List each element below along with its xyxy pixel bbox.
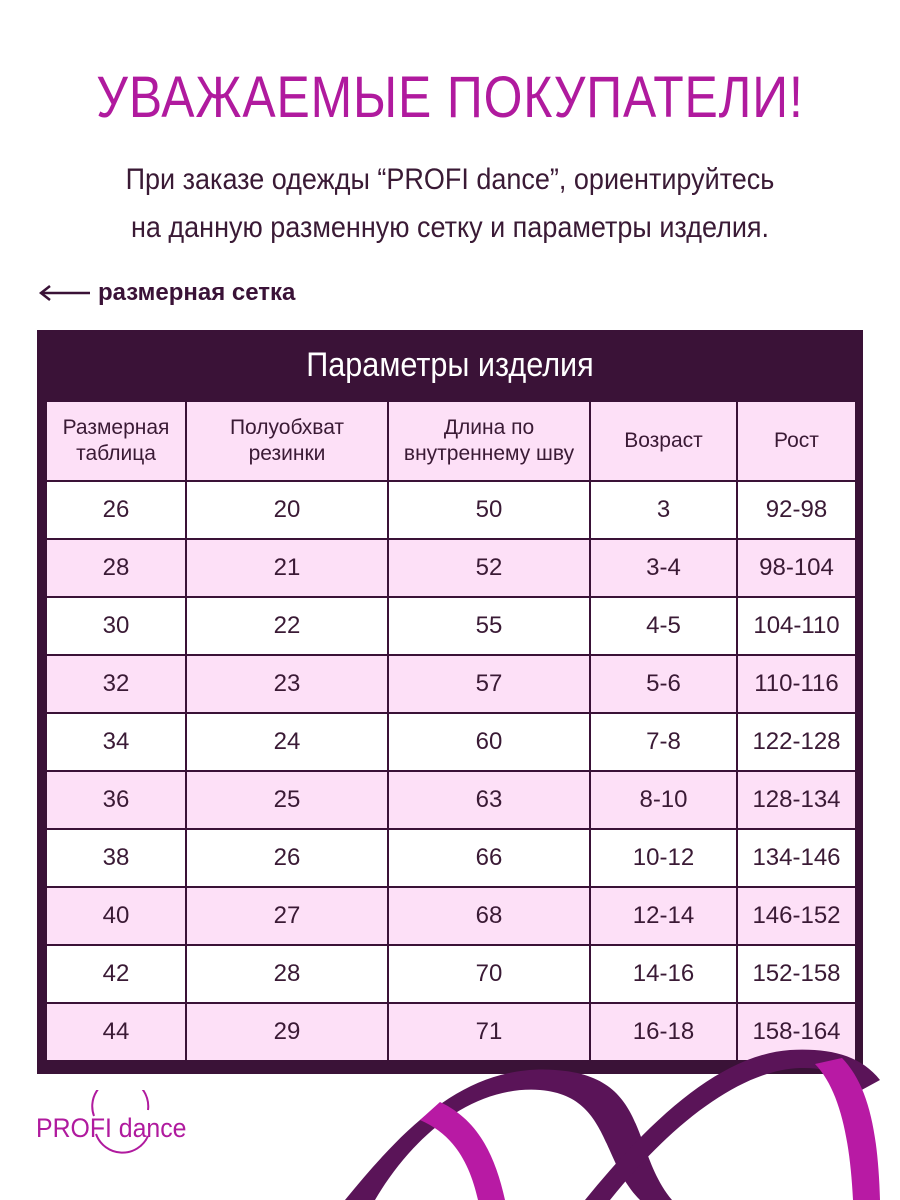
page-heading: УВАЖАЕМЫЕ ПОКУПАТЕЛИ! [96, 65, 804, 130]
table-row [46, 945, 856, 1003]
table-row [46, 771, 856, 829]
table-row [46, 1003, 856, 1061]
table-cell: 7-8 [590, 713, 737, 771]
table-cell: 29 [186, 1003, 388, 1061]
table-row [46, 829, 856, 887]
table-cell: 4-5 [590, 597, 737, 655]
table-cell: 55 [388, 597, 590, 655]
table-cell: 38 [46, 829, 186, 887]
table-cell: 5-6 [590, 655, 737, 713]
table-cell: 152-158 [737, 945, 856, 1003]
table-cell: 60 [388, 713, 590, 771]
table-cell: 146-152 [737, 887, 856, 945]
intro-line-1: При заказе одежды “PROFI dance”, ориентируйтесь [125, 163, 775, 196]
table-row [46, 655, 856, 713]
table-cell: 122-128 [737, 713, 856, 771]
table-cell: 12-14 [590, 887, 737, 945]
table-cell: 128-134 [737, 771, 856, 829]
table-cell: 66 [388, 829, 590, 887]
column-header-1 [46, 401, 186, 481]
column-header-5 [737, 401, 856, 481]
table-row [46, 597, 856, 655]
logo-text: PROFI dance [36, 1113, 187, 1143]
table-cell: 14-16 [590, 945, 737, 1003]
table-cell: 104-110 [737, 597, 856, 655]
table-title: Параметры изделия [306, 346, 594, 384]
column-header-2 [186, 401, 388, 481]
table-cell: 98-104 [737, 539, 856, 597]
table-header-row [46, 401, 856, 481]
table-cell: 10-12 [590, 829, 737, 887]
column-header-line: таблица [76, 442, 156, 465]
column-header-line: Полуобхват [229, 416, 345, 439]
brand-logo [36, 1090, 186, 1160]
table-body [46, 481, 856, 1061]
table-cell: 34 [46, 713, 186, 771]
table-row [46, 887, 856, 945]
table-cell: 92-98 [737, 481, 856, 539]
column-header-line: Рост [774, 429, 819, 452]
column-header-line: Возраст [624, 429, 703, 452]
column-header-4 [590, 401, 737, 481]
table-cell: 42 [46, 945, 186, 1003]
table-cell: 16-18 [590, 1003, 737, 1061]
table-cell: 3-4 [590, 539, 737, 597]
arrow-left-icon [38, 285, 90, 301]
table-cell: 20 [186, 481, 388, 539]
table-cell: 26 [46, 481, 186, 539]
table-cell: 28 [46, 539, 186, 597]
table-cell: 8-10 [590, 771, 737, 829]
table-cell: 26 [186, 829, 388, 887]
product-parameters-panel [37, 330, 863, 1074]
table-cell: 68 [388, 887, 590, 945]
column-header-line: Длина по [443, 416, 535, 439]
table-cell: 27 [186, 887, 388, 945]
size-grid-label [38, 278, 295, 308]
table-cell: 158-164 [737, 1003, 856, 1061]
table-cell: 40 [46, 887, 186, 945]
column-header-3 [388, 401, 590, 481]
table-cell: 71 [388, 1003, 590, 1061]
table-cell: 44 [46, 1003, 186, 1061]
table-cell: 36 [46, 771, 186, 829]
table-cell: 110-116 [737, 655, 856, 713]
table-row [46, 539, 856, 597]
table-row [46, 481, 856, 539]
table-cell: 3 [590, 481, 737, 539]
table-row [46, 713, 856, 771]
table-cell: 24 [186, 713, 388, 771]
intro-line-2: на данную разменную сетку и параметры изделия. [130, 211, 770, 244]
table-cell: 134-146 [737, 829, 856, 887]
size-table [45, 400, 857, 1062]
table-cell: 30 [46, 597, 186, 655]
column-header-line: резинки [248, 442, 326, 465]
table-cell: 22 [186, 597, 388, 655]
table-cell: 52 [388, 539, 590, 597]
table-cell: 25 [186, 771, 388, 829]
table-cell: 32 [46, 655, 186, 713]
table-cell: 50 [388, 481, 590, 539]
size-grid-label-text: размерная сетка [98, 279, 296, 306]
table-cell: 63 [388, 771, 590, 829]
table-cell: 28 [186, 945, 388, 1003]
table-cell: 23 [186, 655, 388, 713]
table-cell: 21 [186, 539, 388, 597]
column-header-line: внутреннему шву [403, 442, 575, 465]
column-header-line: Размерная [62, 416, 170, 439]
table-cell: 70 [388, 945, 590, 1003]
intro-text [45, 156, 855, 252]
table-cell: 57 [388, 655, 590, 713]
